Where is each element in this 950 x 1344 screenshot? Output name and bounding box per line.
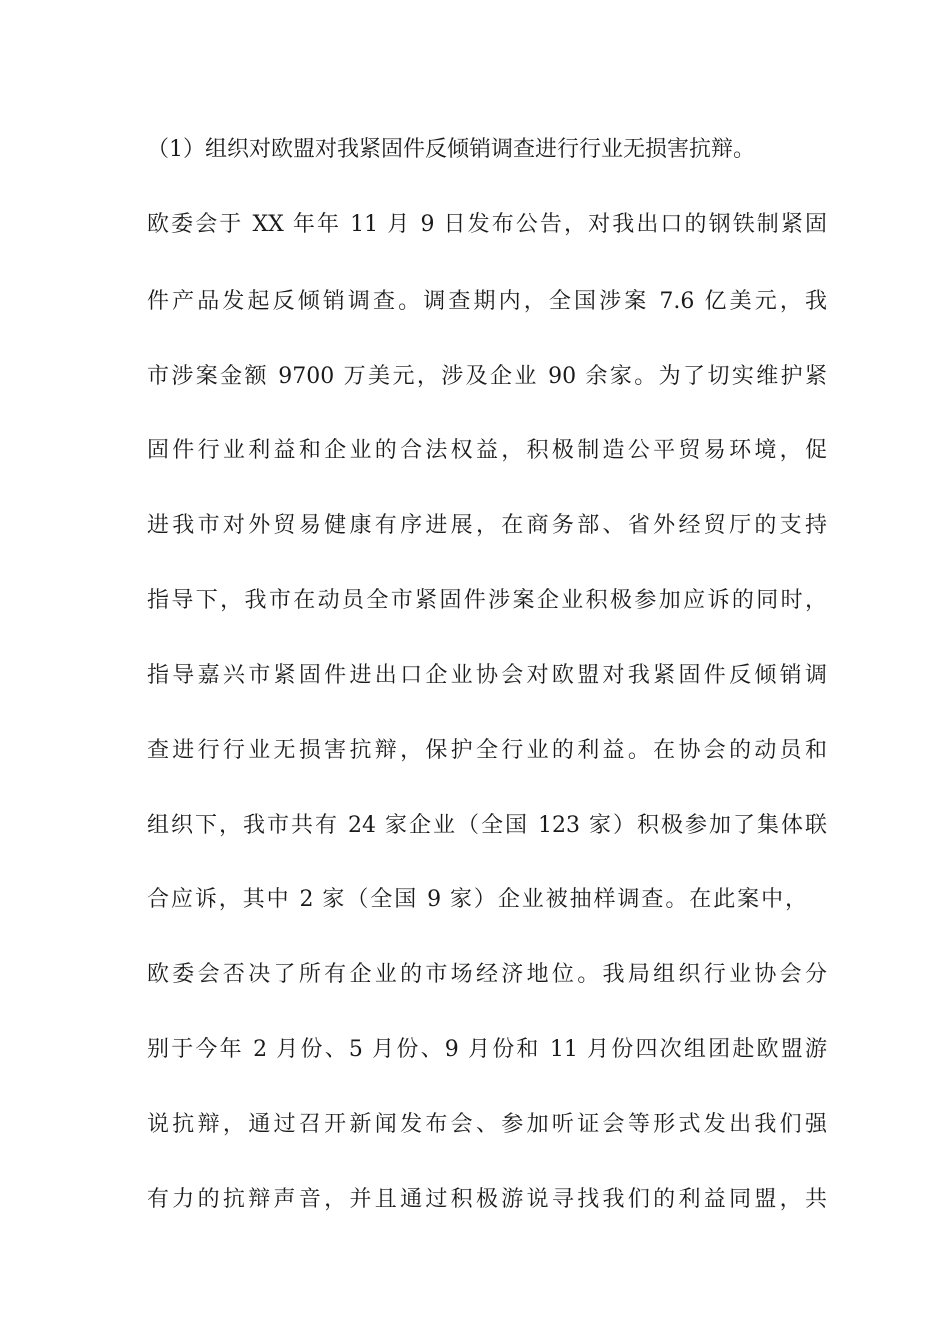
paragraph-line: 合应诉，其中 2 家（全国 9 家）企业被抽样调查。在此案中，: [147, 887, 807, 912]
paragraph-line: 指导嘉兴市紧固件进出口企业协会对欧盟对我紧固件反倾销调: [147, 663, 827, 688]
paragraph-line: 市涉案金额 9700 万美元，涉及企业 90 余家。为了切实维护紧: [147, 364, 827, 389]
paragraph-line: 说抗辩，通过召开新闻发布会、参加听证会等形式发出我们强: [147, 1112, 827, 1137]
paragraph-line: 组织下，我市共有 24 家企业（全国 123 家）积极参加了集体联: [147, 813, 827, 838]
paragraph-line: 查进行行业无损害抗辩，保护全行业的利益。在协会的动员和: [147, 738, 827, 763]
paragraph-line: 指导下，我市在动员全市紧固件涉案企业积极参加应诉的同时，: [147, 588, 827, 613]
section-heading: （1）组织对欧盟对我紧固件反倾销调查进行行业无损害抗辩。: [147, 137, 755, 162]
paragraph-line: 进我市对外贸易健康有序进展，在商务部、省外经贸厅的支持: [147, 513, 827, 538]
paragraph-line: 件产品发起反倾销调查。调查期内，全国涉案 7.6 亿美元，我: [147, 289, 827, 314]
paragraph-line: 有力的抗辩声音，并且通过积极游说寻找我们的利益同盟，共: [147, 1187, 827, 1212]
paragraph-line: 固件行业利益和企业的合法权益，积极制造公平贸易环境，促: [147, 438, 827, 463]
paragraph-line: 欧委会否决了所有企业的市场经济地位。我局组织行业协会分: [147, 962, 827, 987]
paragraph-line: 别于今年 2 月份、5 月份、9 月份和 11 月份四次组团赴欧盟游: [147, 1037, 827, 1062]
paragraph-line: 欧委会于 XX 年年 11 月 9 日发布公告，对我出口的钢铁制紧固: [147, 212, 827, 237]
